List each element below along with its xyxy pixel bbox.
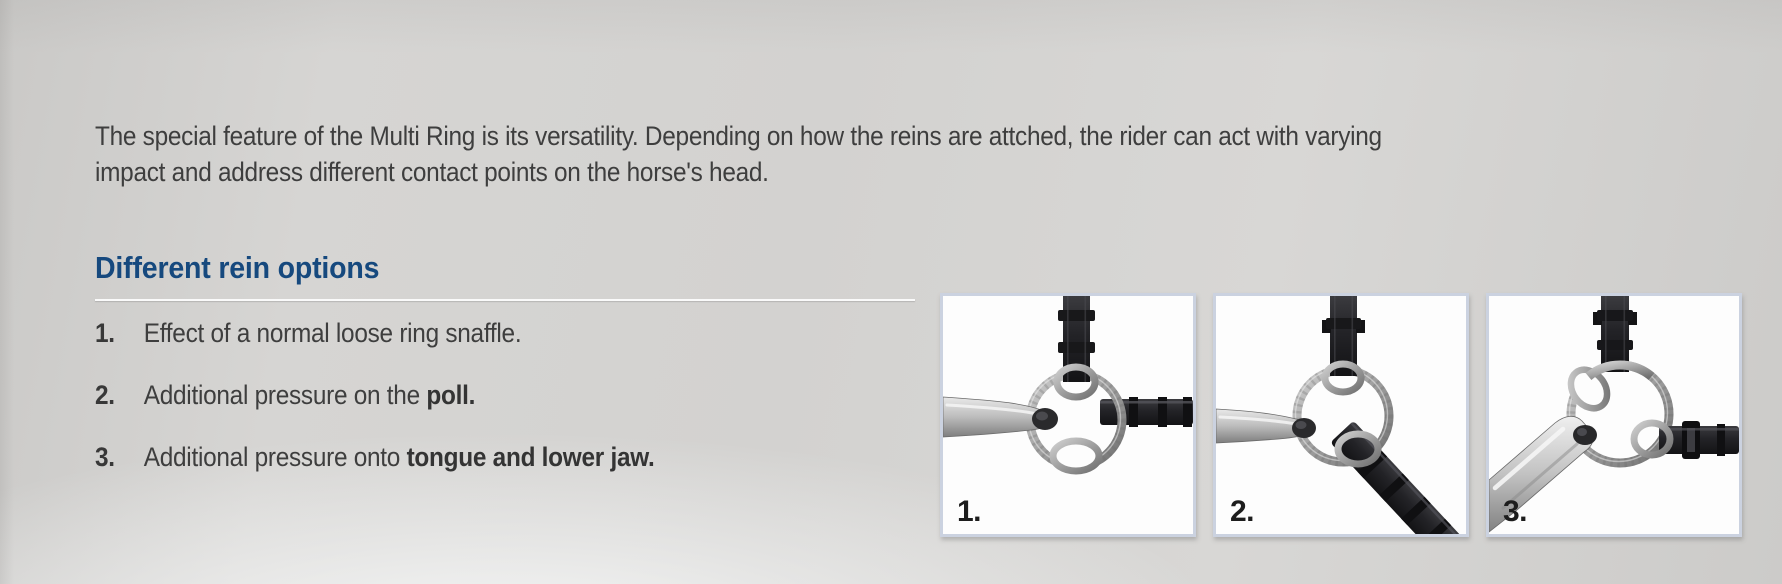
item-number: 1. [95, 318, 115, 348]
section-heading: Different rein options [95, 250, 380, 285]
intro-line-1: The special feature of the Multi Ring is its versatility. Depending on how the reins are attched, the rider can act with varying [95, 121, 1382, 151]
item-text-normal: Effect of a normal loose ring snaffle. [143, 318, 522, 348]
figures-row [940, 293, 1742, 537]
item-text-bold: poll. [426, 380, 476, 410]
rein-option-item-3 [95, 439, 849, 475]
item-text-normal: Additional pressure onto [143, 442, 407, 472]
rein-option-item-1 [95, 315, 849, 351]
item-text [144, 439, 655, 475]
item-text-normal: Additional pressure on the [143, 380, 427, 410]
item-text [144, 315, 522, 351]
intro-paragraph [95, 118, 1382, 190]
heading-underline [95, 299, 915, 301]
figure-label: 3. [1503, 495, 1528, 528]
rein-options-list [95, 315, 915, 501]
figure-card-3 [1486, 293, 1742, 537]
item-text-bold: tongue and lower jaw. [406, 442, 655, 472]
figure-label: 1. [957, 495, 982, 528]
intro-line-2: impact and address different contact points on the horse's head. [95, 157, 769, 187]
item-number: 2. [95, 380, 115, 410]
figure-label: 2. [1230, 495, 1255, 528]
item-text [144, 377, 475, 413]
rein-option-item-2 [95, 377, 849, 413]
figure-card-2 [1213, 293, 1469, 537]
item-number: 3. [95, 442, 115, 472]
bit-mouthpiece-graphic [943, 397, 1058, 437]
cheek-strap-graphic [1593, 296, 1637, 372]
figure-card-1 [940, 293, 1196, 537]
